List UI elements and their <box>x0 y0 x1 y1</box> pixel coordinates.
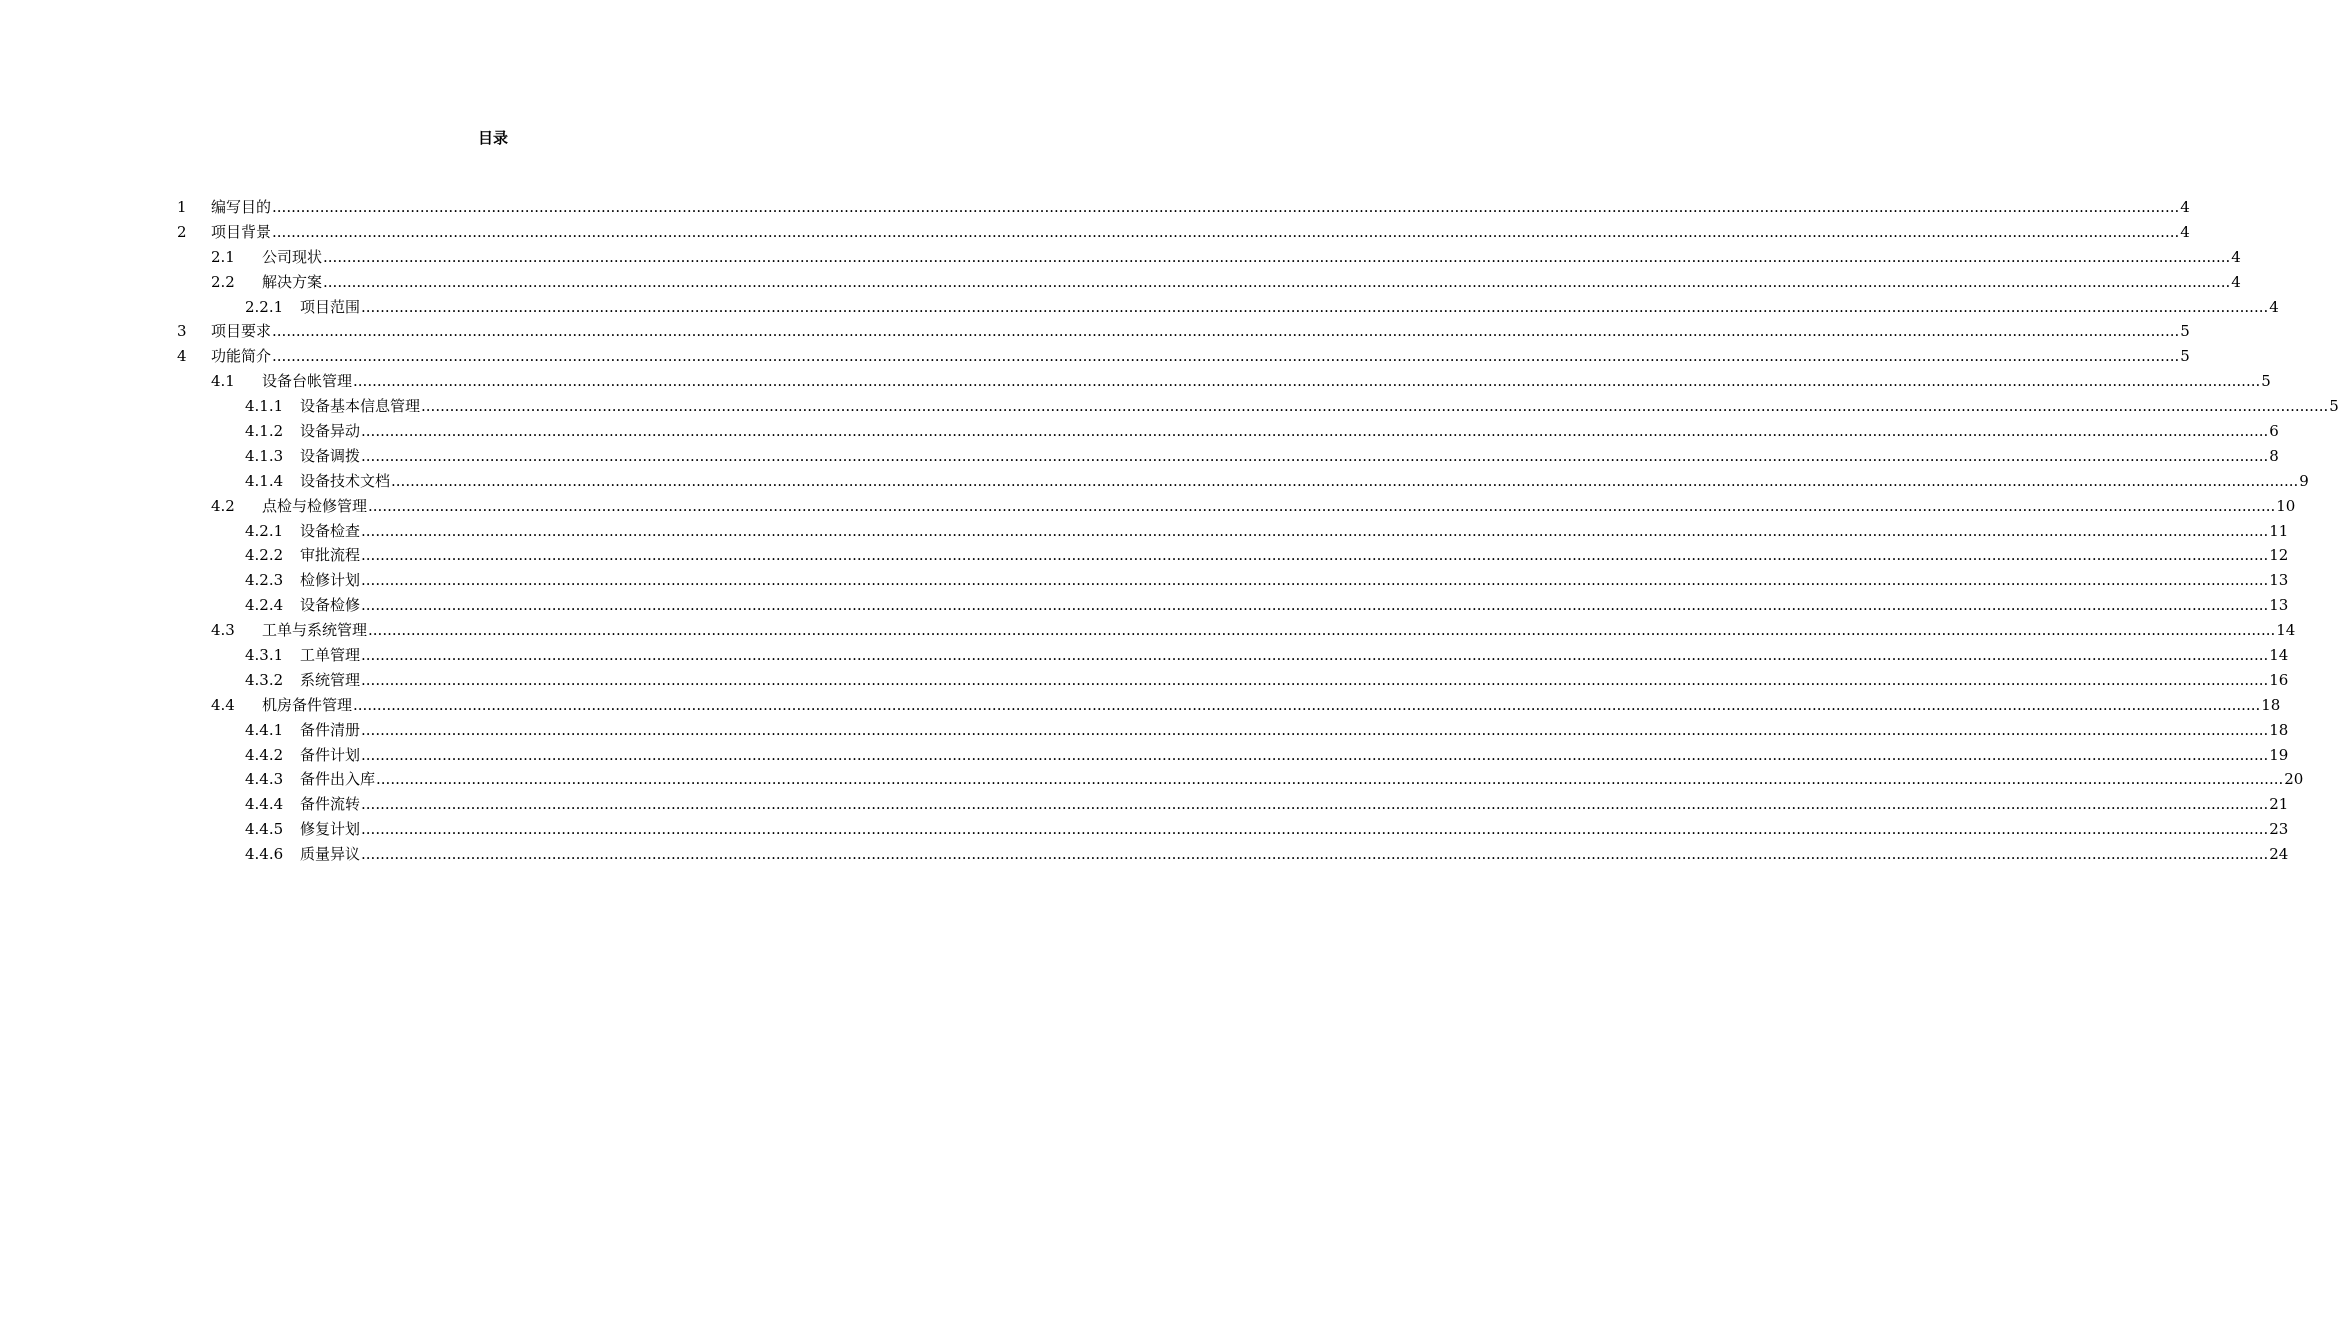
toc-entry[interactable] <box>0 445 2279 470</box>
toc-dot-leader: ................................................................................................................................................................................................................................................................................................................................................................................................................ <box>361 845 2269 864</box>
toc-dot-leader: ................................................................................................................................................................................................................................................................................................................................................................................................................ <box>368 496 2276 515</box>
toc-dot-leader: ................................................................................................................................................................................................................................................................................................................................................................................................................ <box>361 745 2269 764</box>
toc-entry[interactable] <box>0 520 2289 545</box>
toc-entry-line <box>300 520 2289 542</box>
toc-entry-page-number: 11 <box>2269 521 2289 540</box>
toc-entry-number: 4.1 <box>211 372 235 391</box>
toc-entry-page-number: 23 <box>2269 820 2289 839</box>
toc-entry-label: 功能简介 <box>211 347 272 366</box>
toc-entry-line <box>211 221 2190 243</box>
toc-entry-label: 公司现状 <box>262 247 323 266</box>
toc-dot-leader: ................................................................................................................................................................................................................................................................................................................................................................................................................ <box>361 646 2269 665</box>
toc-entry-page-number: 18 <box>2269 720 2289 739</box>
toc-entry-label: 设备技术文档 <box>300 471 391 490</box>
toc-entry[interactable] <box>0 644 2289 669</box>
toc-entry-page-number: 5 <box>2180 347 2190 366</box>
toc-entry-number: 4.2.4 <box>245 596 284 615</box>
toc-entry-line <box>262 246 2241 268</box>
toc-entry-number: 2.1 <box>211 247 235 266</box>
toc-entry-label: 设备台帐管理 <box>262 372 353 391</box>
toc-entry-line <box>300 395 2339 417</box>
toc-entry-line <box>300 669 2289 691</box>
toc-entry[interactable] <box>0 196 2190 221</box>
toc-dot-leader: ................................................................................................................................................................................................................................................................................................................................................................................................................ <box>353 695 2261 714</box>
toc-entry-label: 项目范围 <box>300 297 361 316</box>
toc-entry-number: 4.4.4 <box>245 795 284 814</box>
toc-entry-line <box>300 644 2289 666</box>
toc-entry-number: 4.2 <box>211 496 235 515</box>
toc-dot-leader: ................................................................................................................................................................................................................................................................................................................................................................................................................ <box>361 422 2269 441</box>
table-of-contents <box>0 196 2339 868</box>
toc-dot-leader: ................................................................................................................................................................................................................................................................................................................................................................................................................ <box>323 272 2231 291</box>
toc-entry[interactable] <box>0 345 2190 370</box>
toc-entry-page-number: 5 <box>2329 397 2339 416</box>
toc-entry[interactable] <box>0 470 2309 495</box>
toc-dot-leader: ................................................................................................................................................................................................................................................................................................................................................................................................................ <box>323 247 2231 266</box>
toc-entry-label: 检修计划 <box>300 571 361 590</box>
toc-dot-leader: ................................................................................................................................................................................................................................................................................................................................................................................................................ <box>376 770 2284 789</box>
toc-entry-label: 编写目的 <box>211 198 272 216</box>
toc-dot-leader: ................................................................................................................................................................................................................................................................................................................................................................................................................ <box>272 322 2180 341</box>
toc-entry-line <box>300 719 2289 741</box>
toc-dot-leader: ................................................................................................................................................................................................................................................................................................................................................................................................................ <box>361 820 2269 839</box>
toc-entry-number: 4.4 <box>211 695 235 714</box>
toc-entry-page-number: 14 <box>2269 646 2289 665</box>
toc-entry-line <box>300 818 2289 840</box>
toc-entry-line <box>211 320 2190 342</box>
toc-entry-line <box>300 843 2289 865</box>
toc-entry-line <box>300 744 2289 766</box>
toc-entry[interactable] <box>0 221 2190 246</box>
toc-entry-number: 4.2.3 <box>245 571 284 590</box>
toc-entry-label: 设备调拨 <box>300 446 361 465</box>
toc-entry-number: 2 <box>177 222 187 241</box>
toc-entry[interactable] <box>0 246 2241 271</box>
toc-entry-number: 4.4.2 <box>245 745 284 764</box>
toc-entry[interactable] <box>0 694 2281 719</box>
toc-entry-number: 3 <box>177 322 187 341</box>
toc-entry-number: 4.4.6 <box>245 845 284 864</box>
toc-entry-label: 质量异议 <box>300 845 361 864</box>
toc-entry-number: 4.1.1 <box>245 397 284 416</box>
toc-entry-page-number: 21 <box>2269 795 2289 814</box>
toc-entry-number: 4.3.2 <box>245 670 284 689</box>
toc-entry-number: 4.3.1 <box>245 646 284 665</box>
toc-entry-line <box>300 470 2309 492</box>
toc-entry-line <box>211 196 2190 218</box>
toc-entry-page-number: 13 <box>2269 571 2289 590</box>
toc-entry-number: 4.1.2 <box>245 422 284 441</box>
toc-entry-page-number: 18 <box>2261 695 2281 714</box>
toc-entry-number: 4.4.3 <box>245 770 284 789</box>
toc-dot-leader: ................................................................................................................................................................................................................................................................................................................................................................................................................ <box>361 670 2269 689</box>
toc-entry-line <box>300 569 2289 591</box>
toc-entry-page-number: 5 <box>2180 322 2190 341</box>
toc-entry-line <box>262 271 2241 293</box>
toc-entry-number: 4.4.5 <box>245 820 284 839</box>
toc-entry-line <box>262 370 2271 392</box>
toc-entry-label: 项目要求 <box>211 322 272 341</box>
toc-entry[interactable] <box>0 370 2271 395</box>
toc-entry-label: 备件流转 <box>300 795 361 814</box>
toc-entry-label: 设备检修 <box>300 596 361 615</box>
toc-dot-leader: ................................................................................................................................................................................................................................................................................................................................................................................................................ <box>361 720 2269 739</box>
toc-entry-number: 4.2.2 <box>245 546 284 565</box>
toc-entry-line <box>211 345 2190 367</box>
toc-entry[interactable] <box>0 744 2289 769</box>
toc-entry[interactable] <box>0 793 2289 818</box>
toc-entry[interactable] <box>0 843 2289 868</box>
toc-entry-line <box>262 495 2296 517</box>
toc-entry-number: 4 <box>177 347 187 366</box>
toc-dot-leader: ................................................................................................................................................................................................................................................................................................................................................................................................................ <box>361 546 2269 565</box>
toc-entry-label: 设备基本信息管理 <box>300 397 421 416</box>
toc-entry-label: 备件出入库 <box>300 770 376 789</box>
toc-entry-label: 备件计划 <box>300 745 361 764</box>
toc-entry-page-number: 20 <box>2284 770 2304 789</box>
toc-entry-line <box>262 694 2281 716</box>
toc-entry-label: 审批流程 <box>300 546 361 565</box>
toc-dot-leader: ................................................................................................................................................................................................................................................................................................................................................................................................................ <box>368 621 2276 640</box>
toc-entry[interactable] <box>0 495 2296 520</box>
toc-entry-line <box>300 544 2289 566</box>
toc-dot-leader: ................................................................................................................................................................................................................................................................................................................................................................................................................ <box>361 521 2269 540</box>
toc-entry-page-number: 13 <box>2269 596 2289 615</box>
toc-entry-page-number: 14 <box>2276 621 2296 640</box>
toc-entry-number: 4.3 <box>211 621 235 640</box>
toc-entry-label: 解决方案 <box>262 272 323 291</box>
toc-entry-page-number: 4 <box>2231 247 2241 266</box>
toc-entry-page-number: 10 <box>2276 496 2296 515</box>
toc-entry[interactable] <box>0 768 2304 793</box>
toc-entry[interactable] <box>0 619 2296 644</box>
toc-entry-line <box>300 420 2279 442</box>
toc-entry-number: 4.1.3 <box>245 446 284 465</box>
toc-entry-label: 工单与系统管理 <box>262 621 368 640</box>
toc-dot-leader: ................................................................................................................................................................................................................................................................................................................................................................................................................ <box>391 471 2299 490</box>
toc-dot-leader: ................................................................................................................................................................................................................................................................................................................................................................................................................ <box>272 198 2180 216</box>
toc-entry-page-number: 4 <box>2180 198 2190 216</box>
toc-entry-label: 工单管理 <box>300 646 361 665</box>
toc-entry-label: 项目背景 <box>211 222 272 241</box>
toc-dot-leader: ................................................................................................................................................................................................................................................................................................................................................................................................................ <box>272 347 2180 366</box>
toc-entry[interactable] <box>0 719 2289 744</box>
toc-dot-leader: ................................................................................................................................................................................................................................................................................................................................................................................................................ <box>361 795 2269 814</box>
toc-entry-label: 修复计划 <box>300 820 361 839</box>
toc-entry-page-number: 4 <box>2269 297 2279 316</box>
toc-dot-leader: ................................................................................................................................................................................................................................................................................................................................................................................................................ <box>361 446 2269 465</box>
toc-entry-page-number: 4 <box>2231 272 2241 291</box>
toc-entry-page-number: 8 <box>2269 446 2279 465</box>
toc-entry[interactable] <box>0 818 2289 843</box>
toc-entry-line <box>300 594 2289 616</box>
toc-entry-number: 4.2.1 <box>245 521 284 540</box>
toc-dot-leader: ................................................................................................................................................................................................................................................................................................................................................................................................................ <box>361 596 2269 615</box>
toc-dot-leader: ................................................................................................................................................................................................................................................................................................................................................................................................................ <box>361 571 2269 590</box>
toc-entry[interactable] <box>0 271 2241 296</box>
toc-entry-number: 4.4.1 <box>245 720 284 739</box>
toc-entry-line <box>300 296 2279 318</box>
toc-entry-line <box>300 445 2279 467</box>
toc-dot-leader: ................................................................................................................................................................................................................................................................................................................................................................................................................ <box>353 372 2261 391</box>
toc-entry[interactable] <box>0 669 2289 694</box>
toc-entry[interactable] <box>0 320 2190 345</box>
toc-entry-number: 1 <box>177 198 187 216</box>
toc-entry-line <box>262 619 2296 641</box>
toc-entry-number: 2.2.1 <box>245 297 284 316</box>
toc-dot-leader: ................................................................................................................................................................................................................................................................................................................................................................................................................ <box>361 297 2269 316</box>
toc-entry[interactable] <box>0 569 2289 594</box>
toc-entry-label: 设备异动 <box>300 422 361 441</box>
toc-entry-label: 系统管理 <box>300 670 361 689</box>
toc-entry[interactable] <box>0 420 2279 445</box>
toc-entry-line <box>300 793 2289 815</box>
toc-entry-page-number: 5 <box>2261 372 2271 391</box>
toc-entry-page-number: 12 <box>2269 546 2289 565</box>
toc-entry-label: 设备检查 <box>300 521 361 540</box>
toc-entry-page-number: 16 <box>2269 670 2289 689</box>
toc-entry[interactable] <box>0 544 2289 569</box>
toc-entry-page-number: 4 <box>2180 222 2190 241</box>
toc-dot-leader: ................................................................................................................................................................................................................................................................................................................................................................................................................ <box>421 397 2329 416</box>
toc-entry-label: 点检与检修管理 <box>262 496 368 515</box>
toc-entry-page-number: 9 <box>2299 471 2309 490</box>
toc-entry-label: 备件清册 <box>300 720 361 739</box>
toc-title: 目录 <box>477 129 508 147</box>
toc-entry-page-number: 24 <box>2269 845 2289 864</box>
toc-entry[interactable] <box>0 296 2279 321</box>
toc-entry-line <box>300 768 2304 790</box>
toc-entry-number: 4.1.4 <box>245 471 284 490</box>
toc-entry-label: 机房备件管理 <box>262 695 353 714</box>
toc-dot-leader: ................................................................................................................................................................................................................................................................................................................................................................................................................ <box>272 222 2180 241</box>
toc-entry[interactable] <box>0 594 2289 619</box>
toc-entry-page-number: 19 <box>2269 745 2289 764</box>
toc-entry[interactable] <box>0 395 2339 420</box>
toc-entry-number: 2.2 <box>211 272 235 291</box>
toc-entry-page-number: 6 <box>2269 422 2279 441</box>
